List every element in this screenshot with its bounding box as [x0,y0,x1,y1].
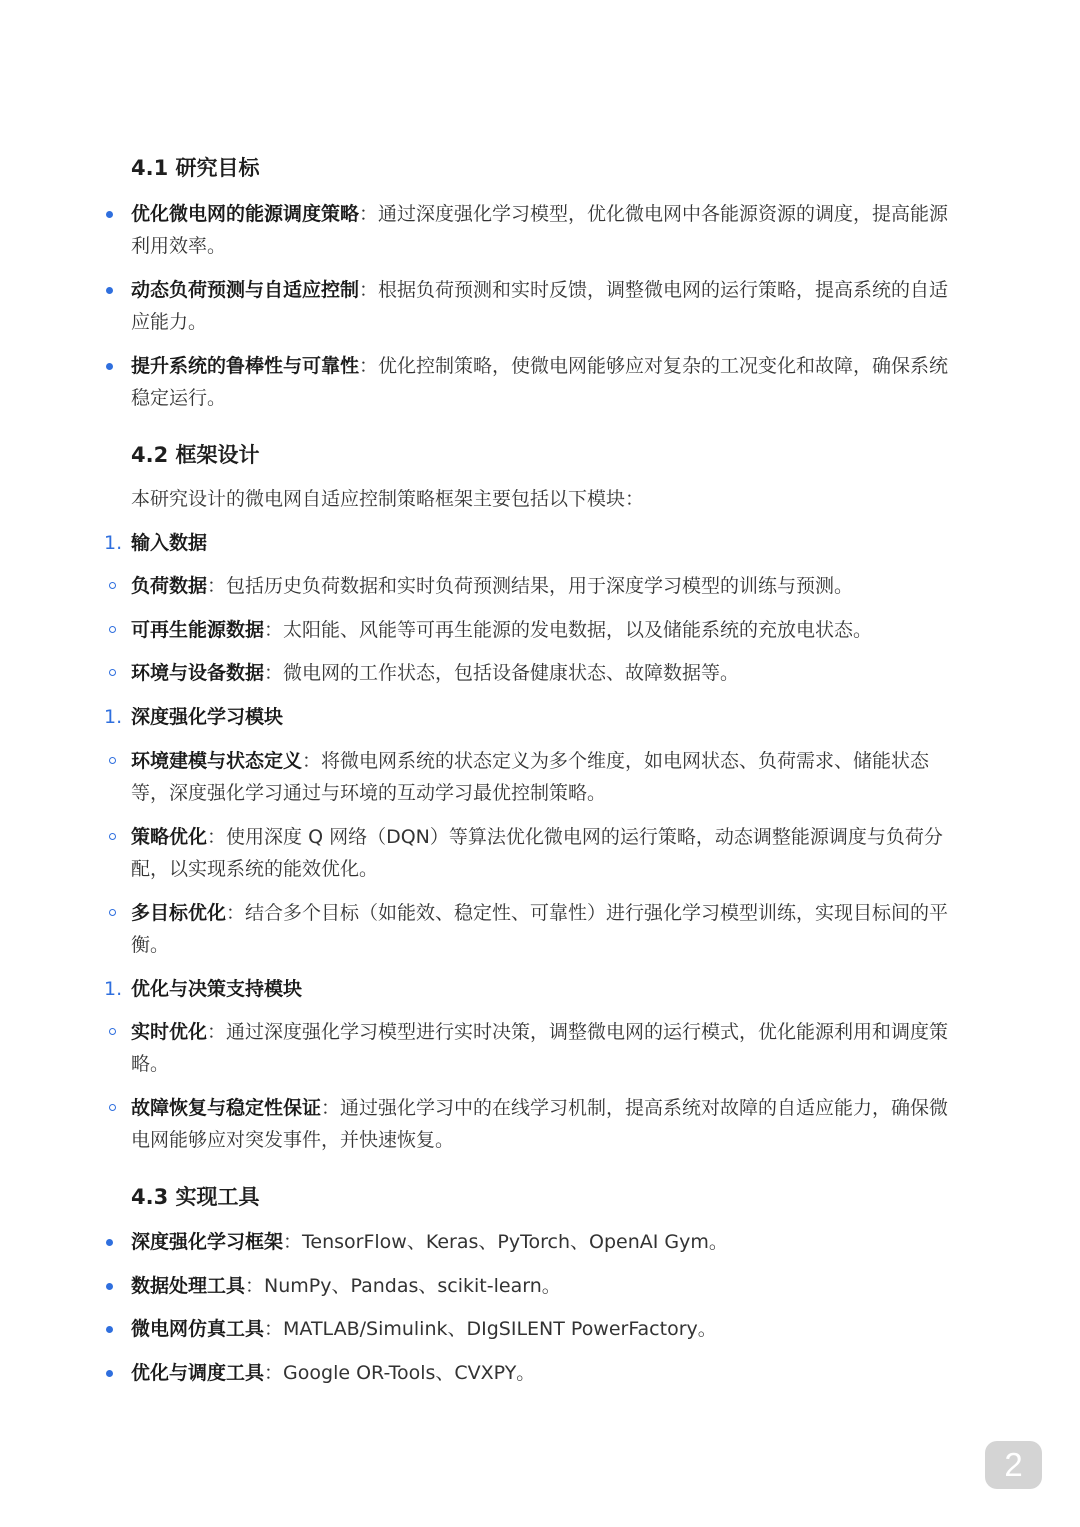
item-term: 故障恢复与稳定性保证 [131,1097,322,1119]
module-title: 输入数据 [131,532,208,554]
item-term: 微电网仿真工具 [131,1318,265,1340]
circle-bullet-icon [109,757,116,764]
bullet-icon [106,211,113,218]
item-term: 实时优化 [131,1021,208,1043]
item-number: 1. [104,706,123,728]
item-term: 优化与调度工具 [131,1362,265,1384]
bullet-icon [106,363,113,370]
page-number-badge: 2 [985,1441,1042,1489]
item-text: 太阳能、风能等可再生能源的发电数据，以及储能系统的充放电状态。 [283,619,873,641]
circle-bullet-icon [109,582,116,589]
circle-bullet-icon [109,1028,116,1035]
bullet-icon [106,1326,113,1333]
circle-bullet-icon [109,669,116,676]
item-term: 数据处理工具 [131,1275,246,1297]
item-text: Google OR-Tools、CVXPY。 [283,1362,536,1384]
circle-bullet-icon [109,626,116,633]
module-title: 深度强化学习模块 [131,706,284,728]
module-title: 优化与决策支持模块 [131,978,303,1000]
circle-bullet-icon [109,833,116,840]
item-term: 策略优化 [131,826,208,848]
item-text: 通过深度强化学习模型，优化微电网中各能源资源的调度，提高能源利用效率。 [131,203,949,257]
item-number: 1. [104,978,123,1000]
circle-bullet-icon [109,1104,116,1111]
list-item: 提升系统的鲁棒性与可靠性：优化控制策略，使微电网能够应对复杂的工况变化和故障，确保系统稳定运行。 [131,350,953,414]
item-text: NumPy、Pandas、scikit-learn。 [264,1275,561,1297]
item-text: 根据负荷预测和实时反馈，调整微电网的运行策略，提高系统的自适应能力。 [131,279,949,333]
item-text: TensorFlow、Keras、PyTorch、OpenAI Gym。 [302,1231,728,1253]
list-item: 优化与调度工具：Google OR-Tools、CVXPY。 [131,1357,953,1389]
circle-bullet-icon [109,909,116,916]
item-text: 通过强化学习中的在线学习机制，提高系统对故障的自适应能力，确保微电网能够应对突发事件，并快速恢复。 [131,1097,949,1151]
list-item: 数据处理工具：NumPy、Pandas、scikit-learn。 [131,1270,953,1302]
item-text: 优化控制策略，使微电网能够应对复杂的工况变化和故障，确保系统稳定运行。 [131,355,949,409]
item-term: 环境与设备数据 [131,662,265,684]
sub-list-item: 多目标优化：结合多个目标（如能效、稳定性、可靠性）进行强化学习模型训练，实现目标间的平衡。 [131,897,953,961]
numbered-item [104,701,953,733]
list-item: 深度强化学习框架：TensorFlow、Keras、PyTorch、OpenAI Gym。 [131,1226,953,1258]
item-term: 环境建模与状态定义 [131,750,303,772]
numbered-item [104,527,953,559]
item-term: 提升系统的鲁棒性与可靠性 [131,355,360,377]
section-4-2-title: 4.2 框架设计 [131,443,260,467]
item-term: 负荷数据 [131,575,208,597]
list-item: 优化微电网的能源调度策略：通过深度强化学习模型，优化微电网中各能源资源的调度，提高能源利用效率。 [131,198,953,262]
item-text: 结合多个目标（如能效、稳定性、可靠性）进行强化学习模型训练，实现目标间的平衡。 [131,902,949,956]
bullet-icon [106,1370,113,1377]
item-number: 1. [104,532,123,554]
section-4-3-title: 4.3 实现工具 [131,1185,260,1209]
bullet-icon [106,1239,113,1246]
sub-list-item: 环境与设备数据：微电网的工作状态，包括设备健康状态、故障数据等。 [131,657,953,689]
sub-list-item: 负荷数据：包括历史负荷数据和实时负荷预测结果，用于深度学习模型的训练与预测。 [131,570,953,602]
list-item: 动态负荷预测与自适应控制：根据负荷预测和实时反馈，调整微电网的运行策略，提高系统的自适应能力。 [131,274,953,338]
numbered-item [104,973,953,1005]
item-text: MATLAB/Simulink、DIgSILENT PowerFactory。 [283,1318,717,1340]
item-term: 可再生能源数据 [131,619,265,641]
item-text: 使用深度 Q 网络（DQN）等算法优化微电网的运行策略，动态调整能源调度与负荷分配，以实现系统的能效优化。 [131,826,943,880]
bullet-icon [106,1283,113,1290]
sub-list-item: 环境建模与状态定义：将微电网系统的状态定义为多个维度，如电网状态、负荷需求、储能状态等，深度强化学习通过与环境的互动学习最优控制策略。 [131,745,953,809]
section-4-2-intro: 本研究设计的微电网自适应控制策略框架主要包括以下模块： [131,488,645,510]
item-term: 优化微电网的能源调度策略 [131,203,360,225]
item-term: 深度强化学习框架 [131,1231,284,1253]
list-item: 微电网仿真工具：MATLAB/Simulink、DIgSILENT PowerFactory。 [131,1313,953,1345]
item-text: 微电网的工作状态，包括设备健康状态、故障数据等。 [283,662,740,684]
sub-list-item: 策略优化：使用深度 Q 网络（DQN）等算法优化微电网的运行策略，动态调整能源调度与负荷分配，以实现系统的能效优化。 [131,821,953,885]
item-text: 包括历史负荷数据和实时负荷预测结果，用于深度学习模型的训练与预测。 [226,575,854,597]
sub-list-item: 故障恢复与稳定性保证：通过强化学习中的在线学习机制，提高系统对故障的自适应能力，确保微电网能够应对突发事件，并快速恢复。 [131,1092,953,1156]
section-4-1-title: 4.1 研究目标 [131,156,260,180]
item-term: 动态负荷预测与自适应控制 [131,279,360,301]
item-text: 将微电网系统的状态定义为多个维度，如电网状态、负荷需求、储能状态等，深度强化学习通过与环境的互动学习最优控制策略。 [131,750,930,804]
item-term: 多目标优化 [131,902,227,924]
sub-list-item: 可再生能源数据：太阳能、风能等可再生能源的发电数据，以及储能系统的充放电状态。 [131,614,953,646]
sub-list-item: 实时优化：通过深度强化学习模型进行实时决策，调整微电网的运行模式，优化能源利用和调度策略。 [131,1016,953,1080]
item-text: 通过深度强化学习模型进行实时决策，调整微电网的运行模式，优化能源利用和调度策略。 [131,1021,949,1075]
bullet-icon [106,287,113,294]
